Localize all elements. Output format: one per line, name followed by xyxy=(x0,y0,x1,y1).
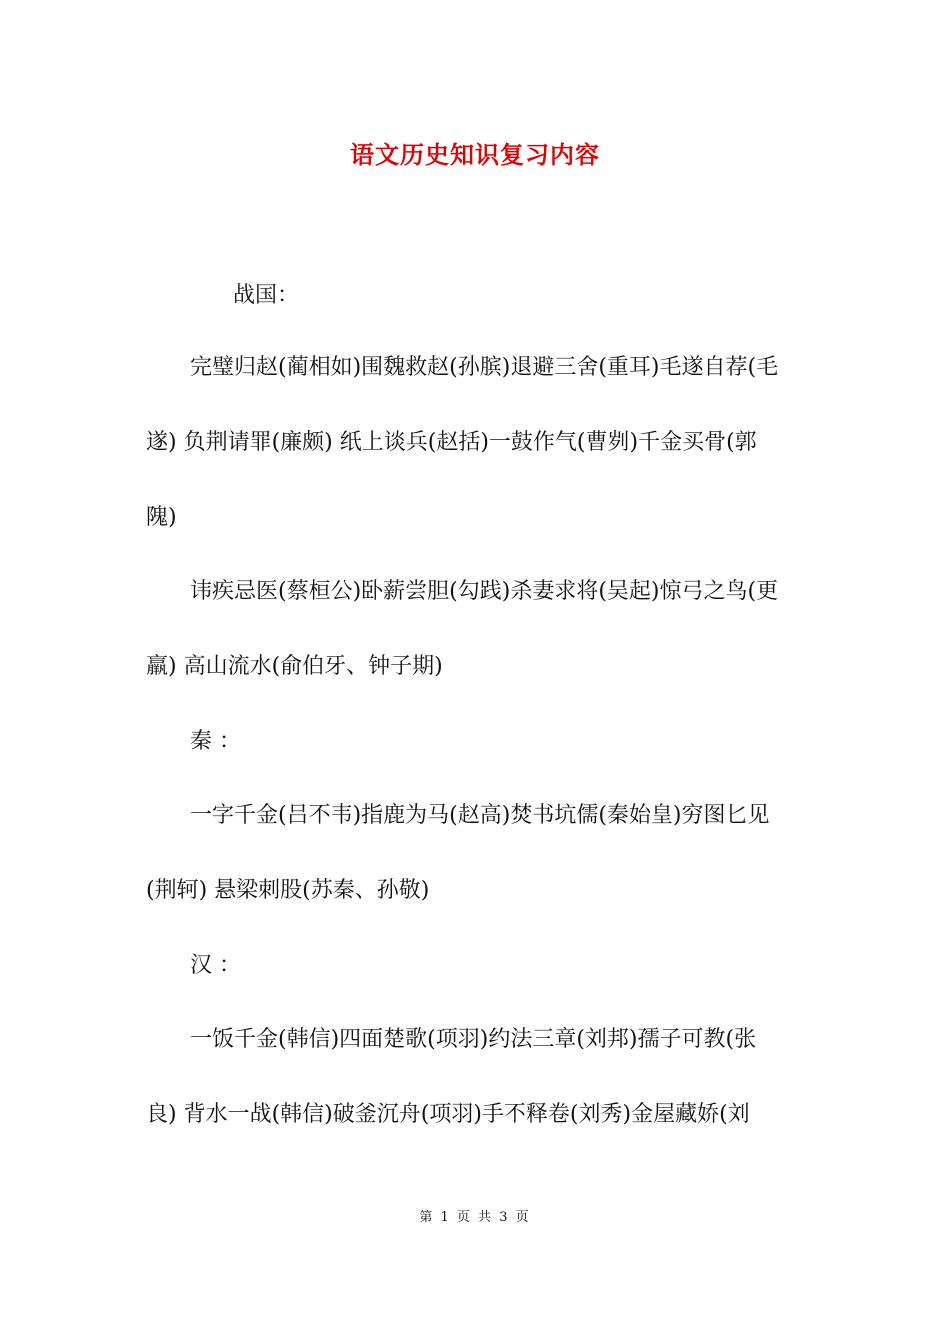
document-title: 语文历史知识复习内容 xyxy=(350,140,600,169)
paragraph-line: 完璧归赵(蔺相如)围魏救赵(孙膑)退避三舍(重耳)毛遂自荐(毛 xyxy=(190,355,779,380)
paragraph-line: 良) 背水一战(韩信)破釜沉舟(项羽)手不释卷(刘秀)金屋藏娇(刘 xyxy=(146,1102,750,1127)
section-heading-warring-states: 战国： xyxy=(233,283,300,308)
paragraph-line: 一饭千金(韩信)四面楚歌(项羽)约法三章(刘邦)孺子可教(张 xyxy=(190,1027,757,1052)
section-heading-qin: 秦 ： xyxy=(190,729,241,754)
paragraph-line: 隗) xyxy=(146,505,177,530)
paragraph-line: 羸) 高山流水(俞伯牙、钟子期) xyxy=(146,654,443,679)
paragraph-line: (荆轲) 悬梁刺股(苏秦、孙敬) xyxy=(146,878,430,903)
paragraph-line: 讳疾忌医(蔡桓公)卧薪尝胆(勾践)杀妻求将(吴起)惊弓之鸟(更 xyxy=(190,579,779,604)
section-heading-han: 汉 ： xyxy=(190,953,241,978)
paragraph-line: 一字千金(吕不韦)指鹿为马(赵高)焚书坑儒(秦始皇)穷图匕见 xyxy=(190,803,770,828)
paragraph-line: 遂) 负荆请罪(廉颇) 纸上谈兵(赵括)一鼓作气(曹刿)千金买骨(郭 xyxy=(146,430,757,455)
page-footer: 第 1 页 共 3 页 xyxy=(419,1210,531,1225)
